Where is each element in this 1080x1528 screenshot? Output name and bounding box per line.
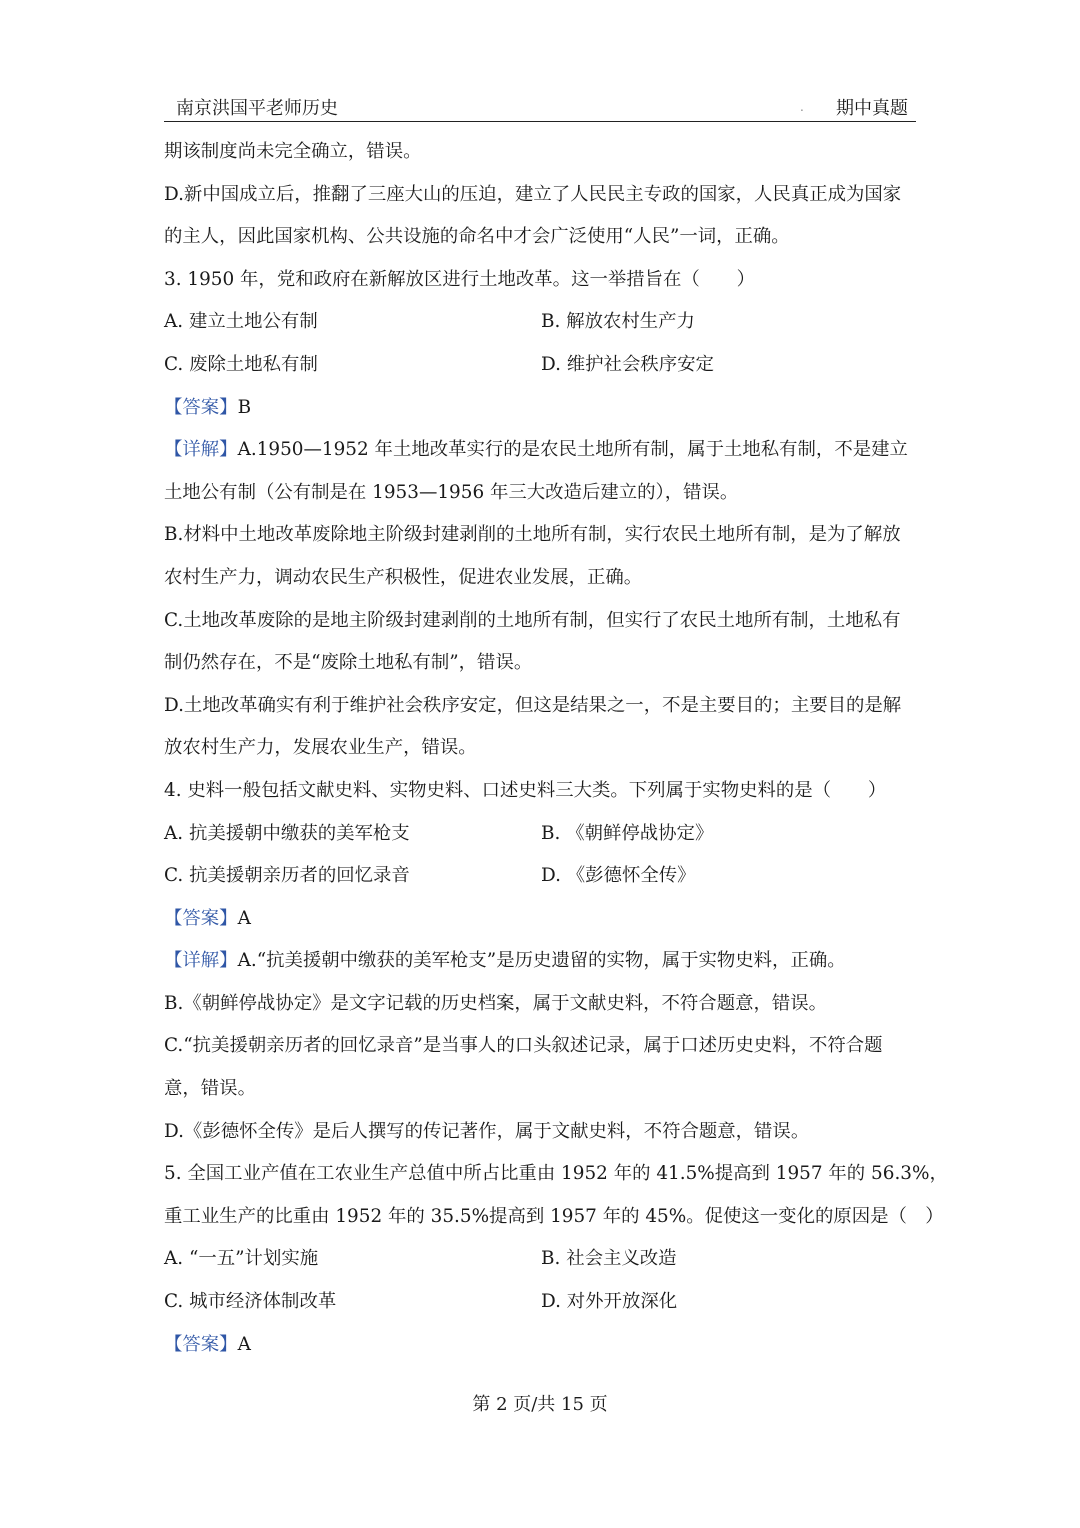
answer-option: B. 解放农村生产力 [541,311,695,333]
line-text: B [237,396,252,418]
answer-option: D. 维护社会秩序安定 [541,353,714,375]
answer-options-row [164,1238,918,1281]
text-line: D.新中国成立后，推翻了三座大山的压迫，建立了人民民主专政的国家，人民真正成为国家 [164,183,902,205]
text-line: 重工业生产的比重由 1952 年的 35.5%提高到 1957 年的 45%。促使这一变化的原因是（ ） [164,1205,944,1227]
answer-options-row [164,855,918,898]
page-number: 第 2 页/共 15 页 [472,1394,608,1415]
answer-option: B. 社会主义改造 [541,1248,677,1270]
text-line: D.土地改革确实有利于维护社会秩序安定，但这是结果之一，不是主要目的；主要目的是解 [164,694,902,716]
text-line: 土地公有制（公有制是在 1953—1956 年三大改造后建立的），错误。 [164,481,739,503]
labeled-line [164,940,918,983]
answer-options-row [164,1281,918,1324]
section-tag: 【详解】 [164,439,238,461]
line-text: A [237,907,251,929]
text-line: 的主人，因此国家机构、公共设施的命名中才会广泛使用“人民”一词，正确。 [164,226,790,248]
answer-options-row [164,344,918,387]
text-line: C.“抗美援朝亲历者的回忆录音”是当事人的口头叙述记录，属于口述历史史料，不符合题 [164,1035,883,1057]
answer-option: A. “一五”计划实施 [164,1248,319,1270]
header-title: 南京洪国平老师历史 [176,98,338,119]
answer-option: B. 《朝鲜停战协定》 [541,822,714,844]
text-line: 期该制度尚未完全确立，错误。 [164,141,422,162]
section-tag: 【答案】 [164,396,238,418]
line-text: A.“抗美援朝中缴获的美军枪支”是历史遗留的实物，属于实物史料，正确。 [237,950,846,972]
text-line: 农村生产力，调动农民生产积极性，促进农业发展，正确。 [164,566,643,588]
section-tag: 【答案】 [164,907,238,929]
text-line: 制仍然存在，不是“废除土地私有制”，错误。 [164,652,533,674]
page-header [164,97,916,122]
text-line: 放农村生产力，发展农业生产，错误。 [164,737,477,759]
header-label: 期中真题 [836,98,908,119]
labeled-line [164,429,918,472]
answer-option: C. 城市经济体制改革 [164,1291,337,1313]
labeled-line [164,1324,918,1367]
line-text: A [237,1333,251,1355]
answer-option: A. 抗美援朝中缴获的美军枪支 [164,822,410,844]
answer-option: C. 抗美援朝亲历者的回忆录音 [164,865,410,887]
text-line: D.《彭德怀全传》是后人撰写的传记著作，属于文献史料，不符合题意，错误。 [164,1120,810,1142]
answer-option: A. 建立土地公有制 [164,311,318,333]
text-line: 5. 全国工业产值在工农业生产总值中所占比重由 1952 年的 41.5%提高到 1957 年的 56.3%， [164,1163,948,1185]
section-tag: 【答案】 [164,1333,238,1355]
answer-option: D. 《彭德怀全传》 [541,865,696,887]
answer-option: C. 废除土地私有制 [164,353,318,375]
section-tag: 【详解】 [164,950,238,972]
text-line: B.《朝鲜停战协定》是文字记载的历史档案，属于文献史料，不符合题意，错误。 [164,992,828,1014]
text-line: 4. 史料一般包括文献史料、实物史料、口述史料三大类。下列属于实物史料的是（ ） [164,779,887,801]
answer-options-row [164,813,918,856]
labeled-line [164,898,918,941]
document-body [164,131,948,1366]
answer-option: D. 对外开放深化 [541,1291,678,1313]
text-line: 意，错误。 [164,1078,256,1100]
line-text: A.1950—1952 年土地改革实行的是农民土地所有制，属于土地私有制，不是建立 [237,439,908,461]
text-line: 3. 1950 年，党和政府在新解放区进行土地改革。这一举措旨在（ ） [164,268,755,290]
header-dot: . [800,100,804,114]
text-line: B.材料中土地改革废除地主阶级封建剥削的土地所有制，实行农民土地所有制，是为了解放 [164,524,901,546]
labeled-line [164,387,918,430]
answer-options-row [164,301,918,344]
text-line: C.土地改革废除的是地主阶级封建剥削的土地所有制，但实行了农民土地所有制，土地私有 [164,609,901,631]
